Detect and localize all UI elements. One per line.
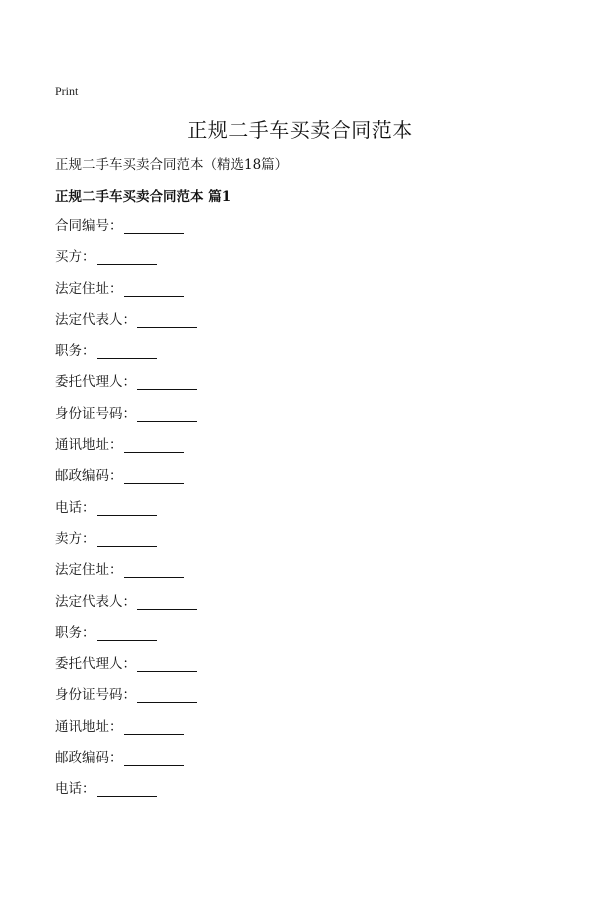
field-seller-legal-rep <box>55 593 197 624</box>
blank-line[interactable] <box>137 373 197 390</box>
blank-line[interactable] <box>137 593 197 610</box>
field-label: 法定住址： <box>55 562 123 579</box>
blank-line[interactable] <box>124 749 184 766</box>
blank-line[interactable] <box>97 780 157 797</box>
field-seller <box>55 530 197 561</box>
blank-line[interactable] <box>124 436 184 453</box>
field-label: 委托代理人： <box>55 374 136 391</box>
field-label: 通讯地址： <box>55 437 123 454</box>
field-seller-mailing-address <box>55 718 197 749</box>
field-label: 邮政编码： <box>55 468 123 485</box>
field-label: 卖方： <box>55 530 96 547</box>
contract-fields-list <box>55 217 197 812</box>
field-label: 法定代表人： <box>55 311 136 328</box>
field-buyer-id-number <box>55 405 197 436</box>
field-label: 身份证号码： <box>55 687 136 704</box>
blank-line[interactable] <box>124 217 184 234</box>
blank-line[interactable] <box>124 280 184 297</box>
blank-line[interactable] <box>97 342 157 359</box>
blank-line[interactable] <box>124 561 184 578</box>
blank-line[interactable] <box>137 655 197 672</box>
field-seller-agent <box>55 655 197 686</box>
field-label: 身份证号码： <box>55 405 136 422</box>
field-seller-id-number <box>55 686 197 717</box>
print-label[interactable]: Print <box>55 84 79 98</box>
blank-line[interactable] <box>97 499 157 516</box>
field-buyer-address <box>55 280 197 311</box>
document-title: 正规二手车买卖合同范本 <box>187 118 413 142</box>
field-buyer-position <box>55 342 197 373</box>
field-seller-phone <box>55 780 197 811</box>
blank-line[interactable] <box>137 405 197 422</box>
blank-line[interactable] <box>97 624 157 641</box>
field-buyer-legal-rep <box>55 311 197 342</box>
document-subtitle: 正规二手车买卖合同范本（精选18篇） <box>55 157 289 173</box>
blank-line[interactable] <box>137 686 197 703</box>
field-label: 买方： <box>55 249 96 266</box>
section-heading: 正规二手车买卖合同范本 篇1 <box>55 189 232 205</box>
field-label: 合同编号： <box>55 218 123 234</box>
blank-line[interactable] <box>97 530 157 547</box>
field-label: 委托代理人： <box>55 656 136 673</box>
field-label: 邮政编码： <box>55 750 123 767</box>
field-seller-position <box>55 624 197 655</box>
blank-line[interactable] <box>97 248 157 265</box>
blank-line[interactable] <box>124 467 184 484</box>
field-buyer-postal-code <box>55 467 197 498</box>
field-label: 通讯地址： <box>55 718 123 735</box>
field-seller-address <box>55 561 197 592</box>
blank-line[interactable] <box>137 311 197 328</box>
blank-line[interactable] <box>124 718 184 735</box>
field-label: 职务： <box>55 343 96 360</box>
field-label: 法定住址： <box>55 280 123 297</box>
field-label: 电话： <box>55 499 96 516</box>
field-buyer-mailing-address <box>55 436 197 467</box>
field-buyer-phone <box>55 499 197 530</box>
field-buyer <box>55 248 197 279</box>
field-buyer-agent <box>55 373 197 404</box>
field-label: 法定代表人： <box>55 593 136 610</box>
field-contract-number <box>55 217 197 248</box>
field-label: 电话： <box>55 781 96 798</box>
field-label: 职务： <box>55 624 96 641</box>
field-seller-postal-code <box>55 749 197 780</box>
